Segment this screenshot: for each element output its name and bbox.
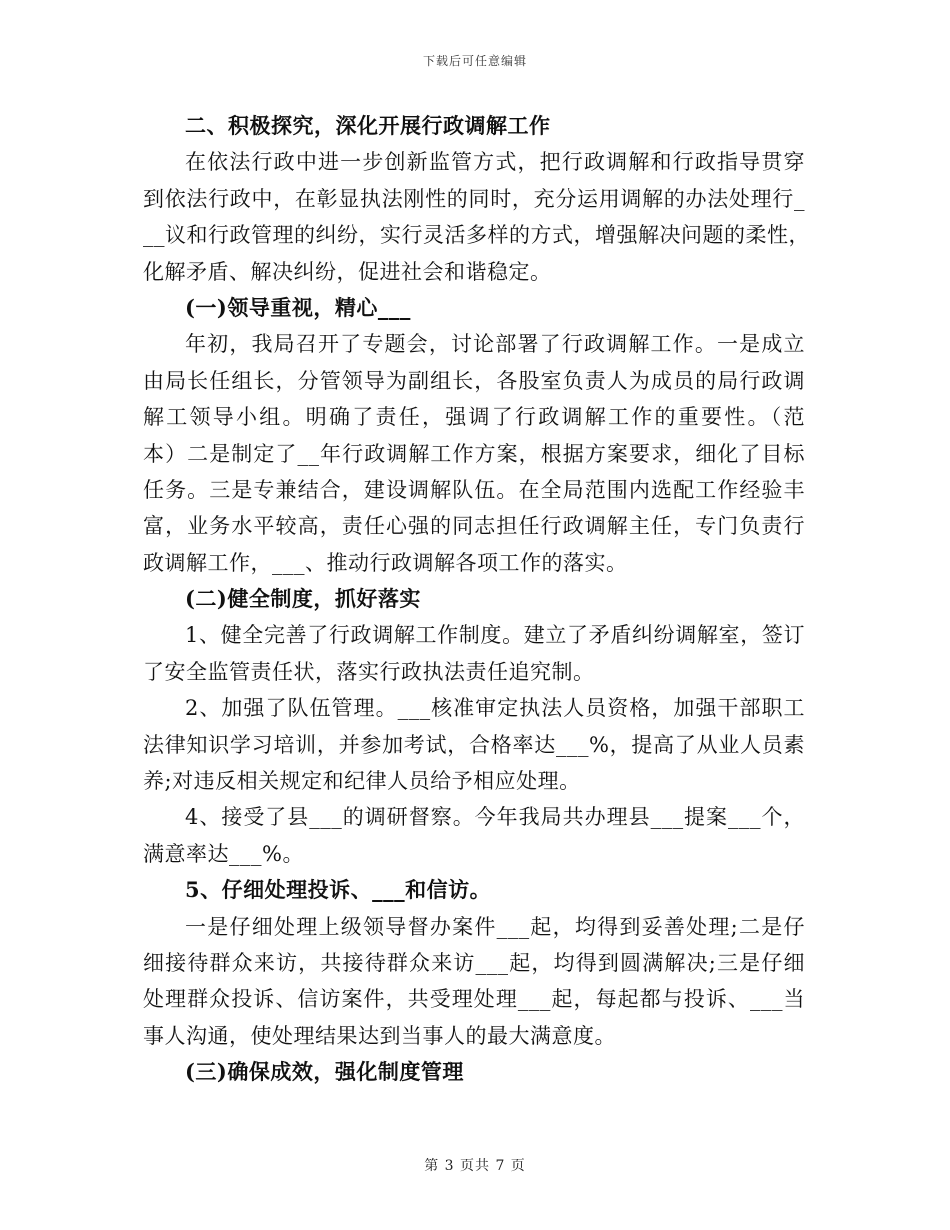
text-line: 富，业务水平较高，责任心强的同志担任行政调解主任，专门负责行: [143, 514, 805, 539]
text-line: __议和行政管理的纠纷，实行灵活多样的方式，增强解决问题的柔性，: [143, 223, 810, 248]
section-heading: (一)领导重视，精心___: [185, 294, 411, 320]
section-heading: 5、仔细处理投诉、___和信访。: [185, 877, 492, 903]
text-line: 到依法行政中，在彰显执法刚性的同时，充分运用调解的办法处理行_: [143, 186, 805, 211]
text-line: 处理群众投诉、信访案件，共受理处理___起，每起都与投诉、___当: [143, 987, 805, 1012]
text-line: 解工领导小组。明确了责任，强调了行政调解工作的重要性。（范: [143, 405, 805, 430]
text-line: 本）二是制定了__年行政调解工作方案，根据方案要求，细化了目标: [143, 441, 805, 466]
section-heading: 二、积极探究，深化开展行政调解工作: [185, 113, 551, 138]
text-line: 法律知识学习培训，并参加考试，合格率达___%，提高了从业人员素: [143, 732, 805, 757]
text-line: 2、加强了队伍管理。___核准审定执法人员资格，加强干部职工: [185, 696, 805, 721]
text-line: 事人沟通，使处理结果达到当事人的最大满意度。: [143, 1023, 616, 1048]
section-heading: (二)健全制度，抓好落实: [185, 586, 421, 612]
text-line: 1、健全完善了行政调解工作制度。建立了矛盾纠纷调解室，签订: [185, 623, 805, 648]
text-line: 年初，我局召开了专题会，讨论部署了行政调解工作。一是成立: [185, 332, 805, 357]
text-line: 任务。三是专兼结合，建设调解队伍。在全局范围内选配工作经验丰: [143, 477, 805, 502]
text-line: 了安全监管责任状，落实行政执法责任追究制。: [143, 659, 595, 684]
document-body: [143, 108, 810, 1091]
text-line: 在依法行政中进一步创新监管方式，把行政调解和行政指导贯穿: [185, 150, 805, 175]
text-line: 化解矛盾、解决纠纷，促进社会和谐稳定。: [143, 259, 552, 284]
text-line: 由局长任组长，分管领导为副组长，各股室负责人为成员的局行政调: [143, 368, 805, 393]
text-line: 政调解工作，___、推动行政调解各项工作的落实。: [143, 550, 628, 575]
text-line: 细接待群众来访，共接待群众来访___起，均得到圆满解决;三是仔细: [143, 950, 805, 975]
section-heading: (三)确保成效，强化制度管理: [185, 1059, 464, 1085]
text-line: 一是仔细处理上级领导督办案件___起，均得到妥善处理;二是仔: [185, 914, 805, 939]
text-line: 满意率达___%。: [143, 841, 304, 866]
page-footer: 第 3 页共 7 页: [424, 1158, 526, 1174]
text-line: 养;对违反相关规定和纪律人员给予相应处理。: [143, 769, 581, 794]
page-header: 下载后可任意编辑: [422, 54, 527, 68]
text-line: 4、接受了县___的调研督察。今年我局共办理县___提案___个，: [185, 805, 805, 830]
